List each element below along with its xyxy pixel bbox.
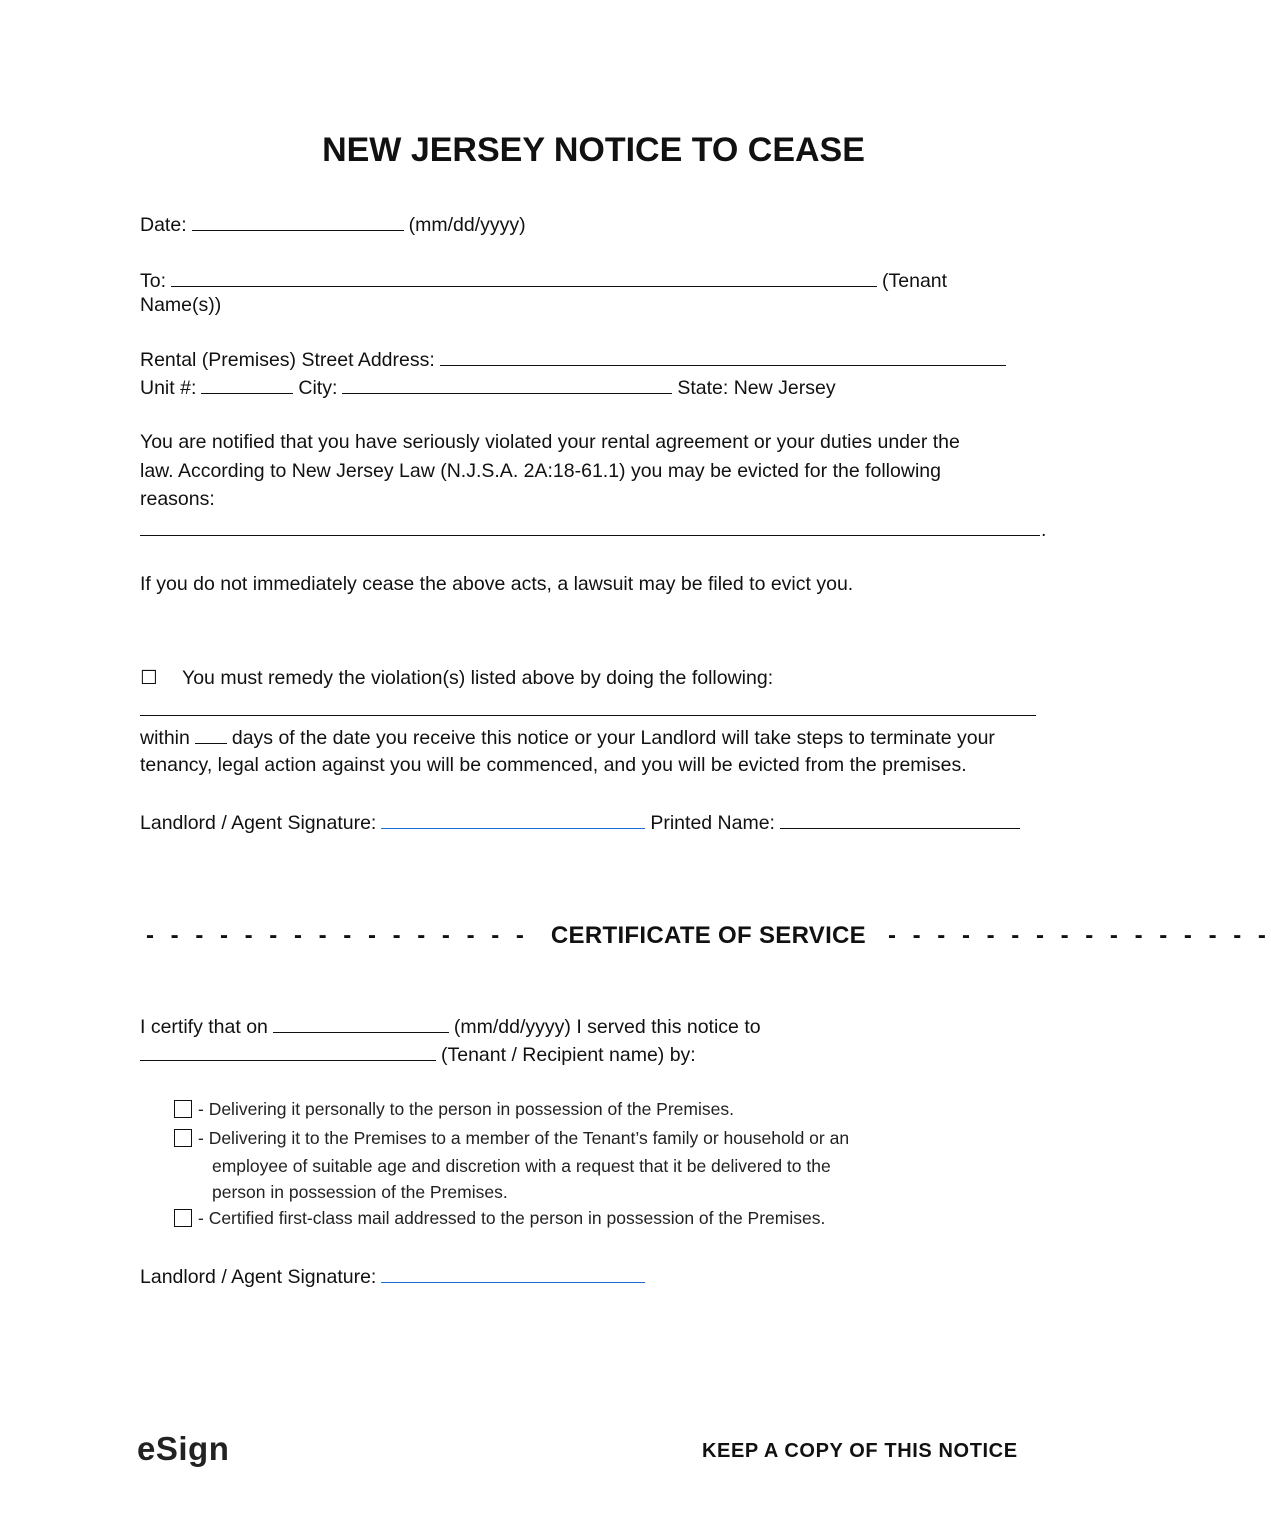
street-label: Rental (Premises) Street Address: (140, 349, 435, 371)
unit-field[interactable] (201, 374, 293, 394)
street-field[interactable] (440, 346, 1006, 366)
option-text-1: - Delivering it personally to the person in possession of the Premises. (198, 1099, 734, 1119)
reasons-row (140, 516, 1046, 542)
signature-label-1: Landlord / Agent Signature: (140, 812, 377, 834)
to-row (140, 267, 947, 293)
city-label: City: (298, 377, 338, 399)
certificate-title: CERTIFICATE OF SERVICE (550, 922, 866, 949)
remedy-row (140, 666, 773, 690)
keep-copy-note: KEEP A COPY OF THIS NOTICE (702, 1440, 1018, 1462)
signature-row-1 (140, 809, 1025, 835)
signature-field-1[interactable] (381, 809, 645, 829)
to-suffix: (Tenant (882, 270, 948, 292)
city-field[interactable] (342, 374, 672, 394)
remedy-text: You must remedy the violation(s) listed above by doing the following: (182, 667, 774, 689)
notice-line-1: You are notified that you have seriously violated your rental agreement or your duties under the (140, 431, 960, 453)
date-label: Date: (140, 214, 187, 236)
certify-suffix: (mm/dd/yyyy) I served this notice to (453, 1016, 761, 1038)
notice-line-2: law. According to New Jersey Law (N.J.S.A. 2A:18-61.1) you may be evicted for the following (140, 460, 941, 482)
option-text-2-cont1: employee of suitable age and discretion with a request that it be delivered to the (212, 1156, 831, 1176)
document-title: NEW JERSEY NOTICE TO CEASE (322, 131, 865, 169)
certify-prefix: I certify that on (140, 1016, 268, 1038)
printed-name-field[interactable] (780, 809, 1020, 829)
signature-row-2 (140, 1263, 650, 1289)
certify-row (140, 1013, 761, 1039)
dashes-left: - - - - - - - - - - - - - - - - (146, 922, 529, 949)
option-text-2-cont2: person in possession of the Premises. (212, 1182, 508, 1202)
date-format: (mm/dd/yyyy) (408, 214, 526, 236)
notice-line-3: reasons: (140, 488, 215, 510)
days-field[interactable] (195, 724, 227, 744)
recipient-row (140, 1041, 696, 1067)
remedy-field[interactable] (140, 696, 1036, 716)
within-label: within (140, 727, 190, 749)
reasons-period: . (1041, 519, 1047, 541)
signature-field-2[interactable] (381, 1263, 645, 1283)
printed-name-label: Printed Name: (650, 812, 775, 834)
service-date-field[interactable] (273, 1013, 449, 1033)
unit-city-row (140, 374, 836, 400)
within-row (140, 724, 995, 750)
signature-label-2: Landlord / Agent Signature: (140, 1266, 377, 1288)
dashes-right: - - - - - - - - - - - - - - - - (887, 922, 1271, 949)
warning-text: If you do not immediately cease the above acts, a lawsuit may be filed to evict you. (140, 573, 854, 595)
recipient-field[interactable] (140, 1041, 436, 1061)
esign-logo: eSign (137, 1430, 230, 1467)
remedy-line-2: tenancy, legal action against you will be commenced, and you will be evicted from the premises. (140, 754, 967, 776)
option-checkbox-2[interactable] (174, 1129, 192, 1147)
certificate-header (146, 920, 1271, 952)
remedy-field-row (140, 696, 1041, 722)
option-text-3: - Certified first-class mail addressed to the person in possession of the Premises. (198, 1208, 826, 1228)
days-text: days of the date you receive this notice or your Landlord will take steps to terminate your (231, 727, 995, 749)
street-row (140, 346, 1011, 372)
date-row (140, 211, 526, 237)
state-label: State: New Jersey (677, 377, 836, 399)
option-text-2: - Delivering it to the Premises to a member of the Tenant’s family or household or an (198, 1128, 850, 1148)
unit-label: Unit #: (140, 377, 197, 399)
remedy-checkbox[interactable]: ☐ (140, 667, 158, 689)
date-field[interactable] (192, 211, 404, 231)
to-suffix-cont: Name(s)) (140, 294, 222, 316)
option-checkbox-3[interactable] (174, 1209, 192, 1227)
option-checkbox-1[interactable] (174, 1100, 192, 1118)
to-label: To: (140, 270, 167, 292)
recipient-suffix: (Tenant / Recipient name) by: (441, 1044, 696, 1066)
reasons-field[interactable] (140, 516, 1040, 536)
tenant-name-field[interactable] (171, 267, 877, 287)
